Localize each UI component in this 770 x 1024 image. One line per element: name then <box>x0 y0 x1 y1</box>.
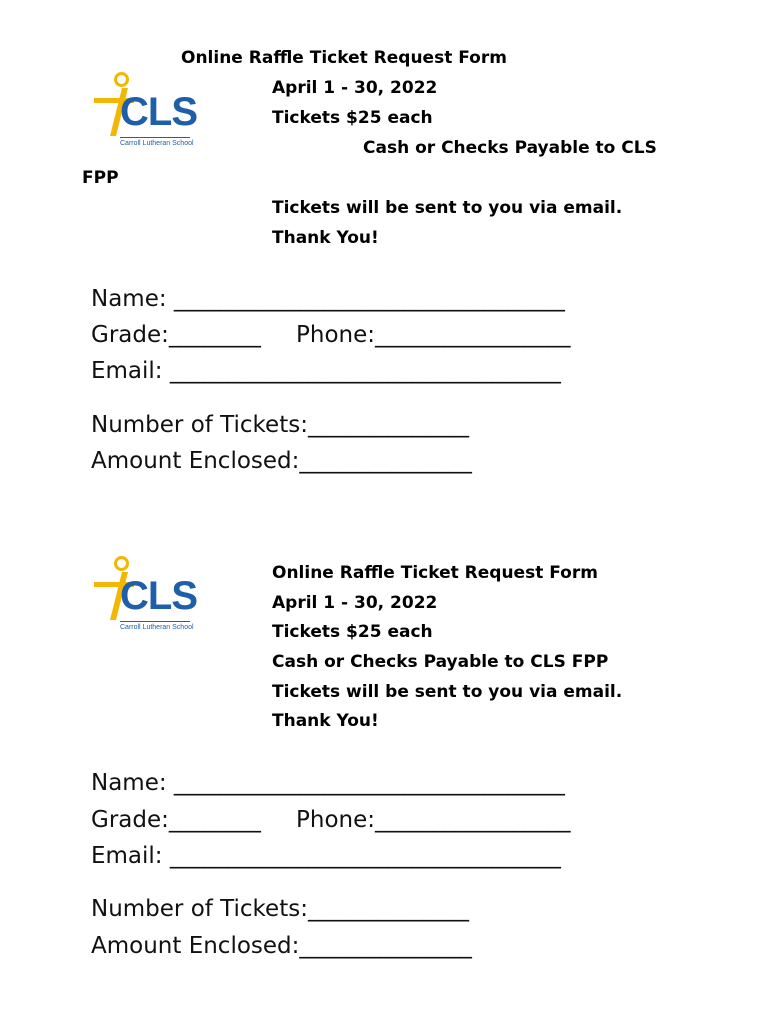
delivery-note: Tickets will be sent to you via email. <box>272 198 623 218</box>
ticket-count-field[interactable]: Number of Tickets:______________ <box>91 412 469 438</box>
logo-text: CLS <box>120 574 197 618</box>
raffle-dates: April 1 - 30, 2022 <box>272 78 438 98</box>
thank-you: Thank You! <box>272 228 379 248</box>
grade-field[interactable]: Grade:________ <box>91 807 261 833</box>
payable-to: Cash or Checks Payable to CLS FPP <box>272 652 609 672</box>
delivery-note: Tickets will be sent to you via email. <box>272 682 623 702</box>
name-field[interactable]: Name: __________________________________ <box>91 770 565 796</box>
form-title: Online Raffle Ticket Request Form <box>272 563 598 583</box>
logo-underline <box>120 621 190 622</box>
phone-field[interactable]: Phone:_________________ <box>296 322 571 348</box>
payable-to-wrap: FPP <box>82 168 119 188</box>
grade-field[interactable]: Grade:________ <box>91 322 261 348</box>
logo-subtitle: Carroll Lutheran School <box>120 140 194 147</box>
logo-ring-icon <box>114 556 129 571</box>
logo-ring-icon <box>114 72 129 87</box>
email-field[interactable]: Email: __________________________________ <box>91 358 561 384</box>
raffle-dates: April 1 - 30, 2022 <box>272 593 438 613</box>
form-title: Online Raffle Ticket Request Form <box>181 48 507 68</box>
cls-logo <box>94 72 196 160</box>
ticket-price: Tickets $25 each <box>272 622 433 642</box>
name-field[interactable]: Name: __________________________________ <box>91 286 565 312</box>
ticket-count-field[interactable]: Number of Tickets:______________ <box>91 896 469 922</box>
logo-text: CLS <box>120 90 197 134</box>
amount-enclosed-field[interactable]: Amount Enclosed:_______________ <box>91 933 472 959</box>
payable-to: Cash or Checks Payable to CLS <box>363 138 657 158</box>
phone-field[interactable]: Phone:_________________ <box>296 807 571 833</box>
thank-you: Thank You! <box>272 711 379 731</box>
cls-logo <box>94 556 196 644</box>
logo-subtitle: Carroll Lutheran School <box>120 624 194 631</box>
email-field[interactable]: Email: __________________________________ <box>91 843 561 869</box>
logo-underline <box>120 137 190 138</box>
ticket-price: Tickets $25 each <box>272 108 433 128</box>
amount-enclosed-field[interactable]: Amount Enclosed:_______________ <box>91 448 472 474</box>
